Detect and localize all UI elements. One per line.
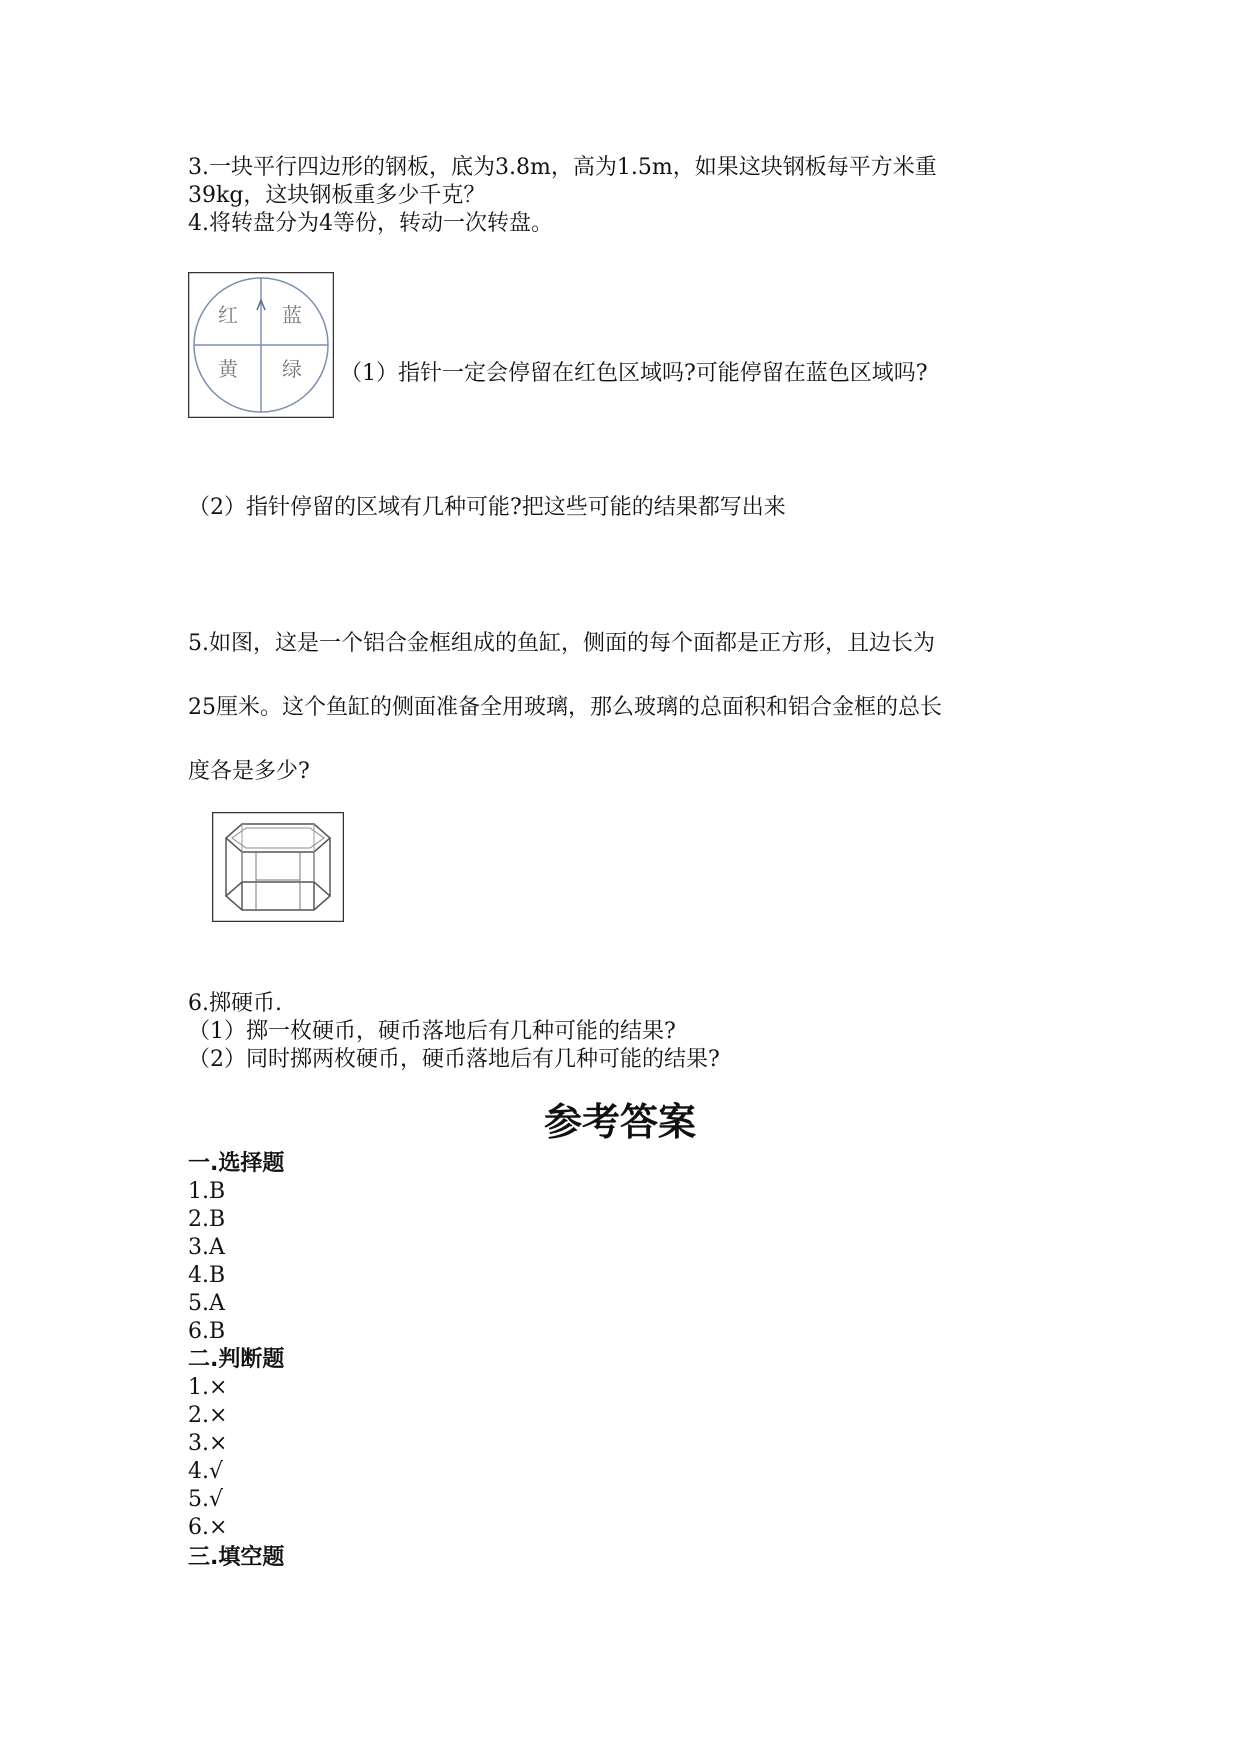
answer-item: 1.× [188, 1375, 228, 1400]
q4-part2: （2）指针停留的区域有几种可能?把这些可能的结果都写出来 [188, 495, 786, 520]
fish-tank-diagram [212, 812, 344, 922]
answer-item: 3.× [188, 1431, 228, 1456]
spinner-label-red: 红 [218, 303, 238, 327]
spinner-label-blue: 蓝 [282, 303, 302, 327]
answer-item: 6.B [188, 1319, 226, 1344]
spinner-label-green: 绿 [282, 357, 302, 381]
q5-line3: 度各是多少? [188, 759, 310, 784]
q3-line1: 3.一块平行四边形的钢板，底为3.8m，高为1.5m，如果这块钢板每平方米重 [188, 155, 937, 180]
section-heading-fill: 三.填空题 [188, 1545, 285, 1570]
answer-item: 5.√ [188, 1487, 224, 1512]
q4-part1: （1）指针一定会停留在红色区域吗?可能停留在蓝色区域吗? [340, 361, 928, 386]
answer-item: 6.× [188, 1515, 228, 1540]
answer-item: 5.A [188, 1291, 225, 1316]
q3-line2: 39kg，这块钢板重多少千克？ [188, 183, 486, 208]
q6-title: 6.掷硬币. [188, 991, 282, 1016]
q5-line2: 25厘米。这个鱼缸的侧面准备全用玻璃，那么玻璃的总面积和铝合金框的总长 [188, 695, 942, 720]
q4-title: 4.将转盘分为4等份，转动一次转盘。 [188, 211, 553, 236]
spinner-diagram [188, 272, 334, 418]
spinner-figure [188, 272, 334, 418]
answer-item: 3.A [188, 1235, 225, 1260]
section-heading-judge: 二.判断题 [188, 1347, 285, 1372]
q6-part1: （1）掷一枚硬币，硬币落地后有几种可能的结果? [188, 1019, 676, 1044]
answer-item: 1.B [188, 1179, 226, 1204]
q6-part2: （2）同时掷两枚硬币，硬币落地后有几种可能的结果? [188, 1047, 720, 1072]
answer-item: 2.× [188, 1403, 228, 1428]
section-heading-choice: 一.选择题 [188, 1151, 285, 1176]
answer-item: 2.B [188, 1207, 226, 1232]
answer-item: 4.√ [188, 1459, 224, 1484]
q5-line1: 5.如图，这是一个铝合金框组成的鱼缸，侧面的每个面都是正方形，且边长为 [188, 631, 935, 656]
answer-title: 参考答案 [543, 1100, 696, 1144]
spinner-label-yellow: 黄 [218, 357, 238, 381]
fish-tank-figure [212, 812, 344, 922]
answer-item: 4.B [188, 1263, 226, 1288]
